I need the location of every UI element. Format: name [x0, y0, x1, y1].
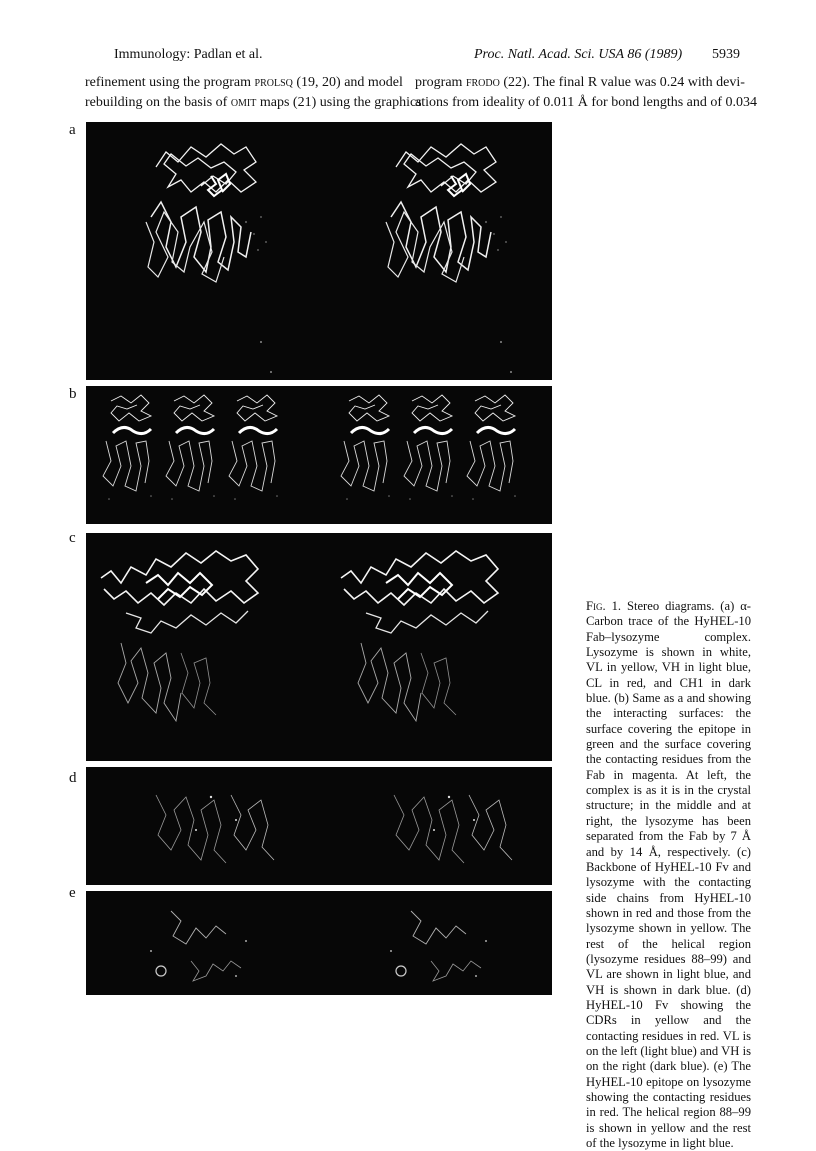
running-header-authors: Immunology: Padlan et al. — [114, 47, 263, 62]
stereo-alpha-carbon-trace-image — [86, 122, 552, 380]
body-line: ations from ideality of 0.011 Å for bond lengths and of 0.034 — [415, 95, 758, 110]
journal-citation: Proc. Natl. Acad. Sci. USA 86 (1989) — [474, 47, 683, 62]
panel-label-d: d — [69, 770, 77, 786]
panel-label-c: c — [69, 530, 76, 546]
running-header-right — [474, 47, 740, 63]
figure-panel-e — [86, 891, 552, 995]
body-line: refinement using the program prolsq (19, 20) and model — [85, 75, 403, 90]
panel-label-e: e — [69, 885, 76, 901]
stereo-epitope-image — [86, 891, 552, 995]
figure-panel-a — [86, 122, 552, 380]
page-number: 5939 — [712, 47, 740, 62]
figure-label: Fig. 1. — [586, 599, 622, 613]
stereo-fv-cdrs-image — [86, 767, 552, 885]
caption-text: Stereo diagrams. (a) α-Carbon trace of the HyHEL-10 Fab–lysozyme complex. Lysozyme is shown in white, VL in yellow, VH in light blue, CL in red, and CH1 in dark blue. (b) Same as a and showing the interacting surfaces: the surface covering the epitope in green and the surface covering the contacting residues from the Fab in magenta. At left, the complex is as it is in the crystal structure; in the middle and at right, the lysozyme has been separated from the Fab by 7 Å and by 14 Å, respectively. (c) Backbone of HyHEL-10 Fv and lysozyme with the contacting side chains from HyHEL-10 shown in red and those from the lysozyme shown in yellow. The rest of the helical region (lysozyme residues 88–99) and VL are shown in light blue, and VH is shown in dark blue. (d) HyHEL-10 Fv showing the CDRs in yellow and the contacting residues in red. VL is on the left (light blue) and VH is on the right (dark blue). (e) The HyHEL-10 epitope on lysozyme showing the contacting residues in red. The helical region 88–99 is shown in yellow and the rest of the lysozyme in light blue. — [586, 599, 752, 1151]
figure-panel-d — [86, 767, 552, 885]
stereo-interacting-surfaces-image — [86, 386, 552, 524]
figure-caption — [586, 599, 751, 1151]
body-text-column-2 — [415, 73, 758, 113]
figure-panel-b — [86, 386, 552, 524]
stereo-fv-lysozyme-backbone-image — [86, 533, 552, 761]
panel-label-b: b — [69, 386, 77, 402]
body-text-column-1 — [85, 73, 422, 113]
body-line: program frodo (22). The final R value was 0.24 with devi- — [415, 75, 745, 90]
body-line: rebuilding on the basis of omit maps (21) using the graphics — [85, 95, 422, 110]
figure-panel-c — [86, 533, 552, 761]
panel-label-a: a — [69, 122, 76, 138]
